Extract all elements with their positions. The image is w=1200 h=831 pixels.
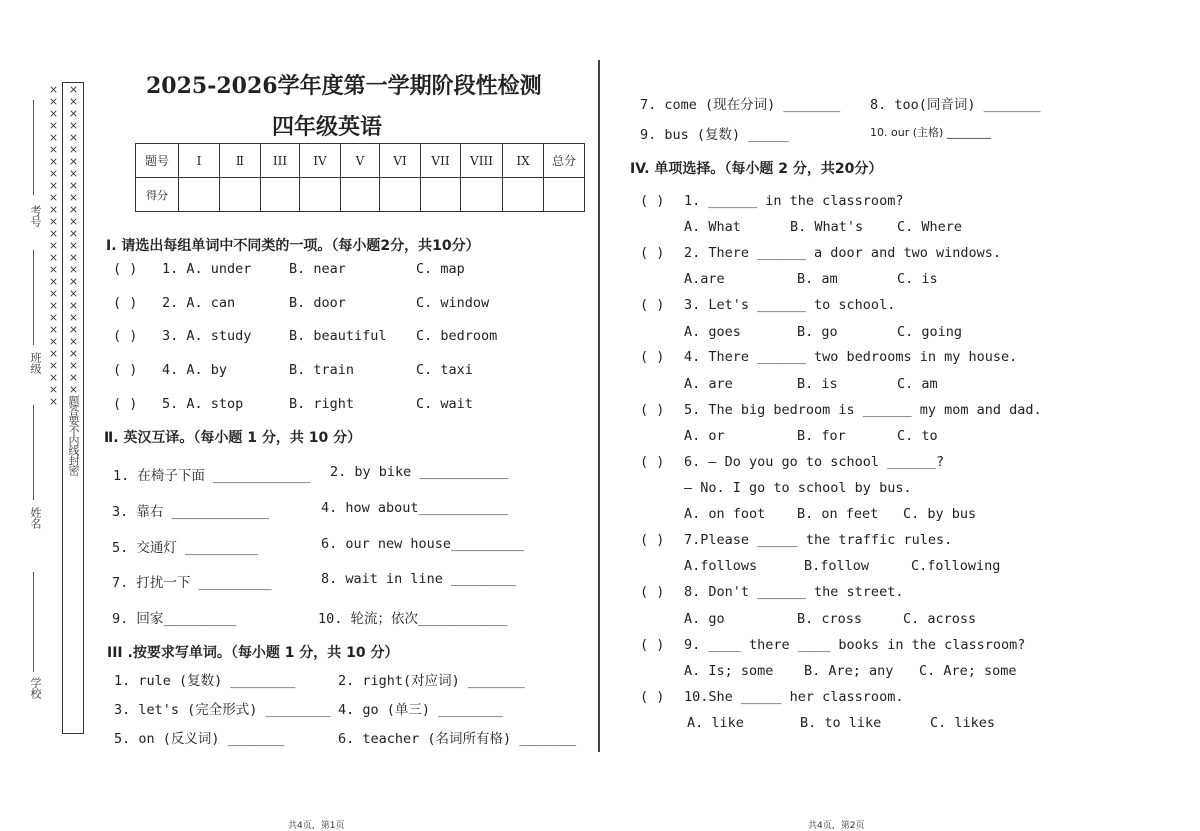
- score-header-cell: Ⅱ: [220, 144, 261, 178]
- choice-b: B. on feet: [797, 506, 879, 522]
- score-cell[interactable]: [544, 178, 585, 212]
- choice-c: C. am: [897, 376, 938, 392]
- option-b: B. train: [289, 362, 355, 378]
- score-header-cell: III: [261, 144, 300, 178]
- xuexiao-line: [33, 572, 34, 672]
- question-text: 5. The big bedroom is ______ my mom and dad.: [684, 402, 1042, 418]
- choice-a: A. goes: [684, 324, 741, 340]
- choice-b: B. cross: [797, 611, 863, 627]
- option-a: 4. A. by: [162, 362, 228, 378]
- option-a: 5. A. stop: [162, 396, 244, 412]
- answer-paren[interactable]: ( ): [640, 349, 665, 365]
- word-item[interactable]: 3. let's (完全形式) ________: [114, 702, 331, 718]
- score-header-cell: IX: [503, 144, 544, 178]
- choice-b: B. for: [797, 428, 846, 444]
- choice-c: C. by bus: [903, 506, 977, 522]
- option-c: C. map: [416, 261, 465, 277]
- question-text: 3. Let's ______ to school.: [684, 297, 896, 313]
- answer-paren[interactable]: ( ): [640, 402, 665, 418]
- choice-b: B. am: [797, 271, 838, 287]
- binding-strip-text: ××××××××××××××××××××××××××题答要不内线封密×××××××××××××××××××××××××××: [47, 83, 80, 475]
- question-text: 10.She _____ her classroom.: [684, 689, 904, 705]
- option-c: C. wait: [416, 396, 473, 412]
- translate-item[interactable]: 7. 打扰一下 _________: [112, 575, 272, 591]
- exam-title: 2025-2026学年度第一学期阶段性检测: [146, 73, 542, 99]
- question-text: 1. ______ in the classroom?: [684, 193, 904, 209]
- translate-item[interactable]: 4. how about___________: [321, 500, 508, 516]
- choice-a: A. like: [687, 715, 744, 731]
- translate-item[interactable]: 5. 交通灯 _________: [112, 540, 259, 556]
- word-item[interactable]: 9. bus (复数) _____: [640, 127, 789, 143]
- score-header-cell: VI: [380, 144, 421, 178]
- answer-paren[interactable]: ( ): [640, 689, 665, 705]
- choice-a: A. on foot: [684, 506, 766, 522]
- score-cell[interactable]: [300, 178, 341, 212]
- score-cell[interactable]: [179, 178, 220, 212]
- choice-c: C. Are; some: [919, 663, 1017, 679]
- option-b: B. right: [289, 396, 355, 412]
- option-b: B. near: [289, 261, 346, 277]
- page-2-footer: 共4页，第2页: [808, 821, 865, 831]
- word-item[interactable]: 7. come (现在分词) _______: [640, 97, 841, 113]
- page-1-footer: 共4页，第1页: [288, 821, 345, 831]
- question-text: 7.Please _____ the traffic rules.: [684, 532, 953, 548]
- score-row-label: 得分: [136, 178, 179, 212]
- word-item[interactable]: 10. our (主格) ________: [870, 126, 991, 139]
- choice-a: A.follows: [684, 558, 758, 574]
- translate-item[interactable]: 3. 靠右 ____________: [112, 504, 270, 520]
- section-3-heading: III .按要求写单词。（每小题 1 分，共 10 分）: [107, 645, 399, 661]
- blank-paren[interactable]: ( ): [113, 295, 138, 311]
- choice-b: B. go: [797, 324, 838, 340]
- choice-c: C. across: [903, 611, 977, 627]
- score-cell[interactable]: [421, 178, 461, 212]
- question-text: 9. ____ there ____ books in the classroom?: [684, 637, 1026, 653]
- answer-paren[interactable]: ( ): [640, 454, 665, 470]
- choice-c: C. going: [897, 324, 963, 340]
- score-header-cell: Ⅰ: [179, 144, 220, 178]
- answer-paren[interactable]: ( ): [640, 584, 665, 600]
- label-banji: 班级: [29, 352, 42, 374]
- answer-paren[interactable]: ( ): [640, 637, 665, 653]
- banji-line: [33, 250, 34, 345]
- answer-paren[interactable]: ( ): [640, 245, 665, 261]
- option-b: B. beautiful: [289, 328, 387, 344]
- question-text: 4. There ______ two bedrooms in my house.: [684, 349, 1018, 365]
- translate-item[interactable]: 9. 回家_________: [112, 611, 237, 627]
- blank-paren[interactable]: ( ): [113, 261, 138, 277]
- word-item[interactable]: 1. rule (复数) ________: [114, 673, 296, 689]
- section-1-heading: Ⅰ. 请选出每组单词中不同类的一项。（每小题2分，共10分）: [106, 238, 480, 254]
- option-c: C. window: [416, 295, 490, 311]
- score-table-score-row: [136, 178, 585, 212]
- score-table: [135, 143, 585, 212]
- section-2-heading: Ⅱ. 英汉互译。（每小题 1 分，共 10 分）: [104, 430, 362, 446]
- choice-b: B. to like: [800, 715, 882, 731]
- translate-item[interactable]: 1. 在椅子下面 ____________: [113, 468, 311, 484]
- choice-c: C.following: [911, 558, 1001, 574]
- answer-paren[interactable]: ( ): [640, 297, 665, 313]
- translate-item[interactable]: 6. our new house_________: [321, 536, 525, 552]
- score-header-cell: VIII: [461, 144, 503, 178]
- binding-strip: [47, 82, 84, 734]
- option-a: 3. A. study: [162, 328, 252, 344]
- score-cell[interactable]: [380, 178, 421, 212]
- answer-paren[interactable]: ( ): [640, 193, 665, 209]
- word-item[interactable]: 5. on (反义词) _______: [114, 731, 285, 747]
- choice-c: C. to: [897, 428, 938, 444]
- score-table-header-row: [136, 144, 585, 178]
- score-header-cell: IV: [300, 144, 341, 178]
- xingming-line: [33, 405, 34, 500]
- choice-a: A. go: [684, 611, 725, 627]
- score-header-cell: 总分: [544, 144, 585, 178]
- label-xingming: 姓名: [29, 507, 42, 529]
- word-item[interactable]: 8. too(同音词) _______: [870, 97, 1041, 113]
- translate-item[interactable]: 8. wait in line ________: [321, 571, 517, 587]
- score-cell[interactable]: [503, 178, 544, 212]
- question-text: 8. Don't ______ the street.: [684, 584, 904, 600]
- option-c: C. taxi: [416, 362, 473, 378]
- choice-a: A. are: [684, 376, 733, 392]
- word-item[interactable]: 4. go (单三) ________: [338, 702, 504, 718]
- page-divider: [598, 60, 600, 752]
- score-cell[interactable]: [461, 178, 503, 212]
- choice-a: A. Is; some: [684, 663, 774, 679]
- kaohao-line: [33, 100, 34, 195]
- choice-c: C. likes: [930, 715, 996, 731]
- blank-paren[interactable]: ( ): [113, 362, 138, 378]
- option-c: C. bedroom: [416, 328, 498, 344]
- label-xuexiao: 学校: [29, 677, 42, 699]
- blank-paren[interactable]: ( ): [113, 328, 138, 344]
- answer-paren[interactable]: ( ): [640, 532, 665, 548]
- section-4-heading: IV. 单项选择。（每小题 2 分，共20分）: [630, 161, 883, 177]
- word-item[interactable]: 2. right(对应词) _______: [338, 673, 525, 689]
- choice-a: A. What: [684, 219, 741, 235]
- option-a: 2. A. can: [162, 295, 236, 311]
- score-header-cell: 题号: [136, 144, 179, 178]
- score-cell[interactable]: [341, 178, 380, 212]
- choice-a: A.are: [684, 271, 725, 287]
- label-kaohao: 考号: [29, 205, 42, 227]
- choice-a: A. or: [684, 428, 725, 444]
- choice-b: B. is: [797, 376, 838, 392]
- blank-paren[interactable]: ( ): [113, 396, 138, 412]
- choice-c: C. is: [897, 271, 938, 287]
- translate-item[interactable]: 2. by bike ___________: [330, 464, 509, 480]
- exam-subtitle: 四年级英语: [272, 114, 383, 140]
- question-text: 6. — Do you go to school ______?: [684, 454, 945, 470]
- translate-item[interactable]: 10. 轮流；依次___________: [318, 611, 508, 627]
- option-b: B. door: [289, 295, 346, 311]
- question-text-line2: — No. I go to school by bus.: [684, 480, 912, 496]
- score-header-cell: V: [341, 144, 380, 178]
- choice-c: C. Where: [897, 219, 963, 235]
- word-item[interactable]: 6. teacher (名词所有格) _______: [338, 731, 577, 747]
- score-cell[interactable]: [261, 178, 300, 212]
- choice-b: B.follow: [804, 558, 870, 574]
- choice-b: B. Are; any: [804, 663, 894, 679]
- score-header-cell: VII: [421, 144, 461, 178]
- score-cell[interactable]: [220, 178, 261, 212]
- question-text: 2. There ______ a door and two windows.: [684, 245, 1001, 261]
- choice-b: B. What's: [790, 219, 864, 235]
- option-a: 1. A. under: [162, 261, 252, 277]
